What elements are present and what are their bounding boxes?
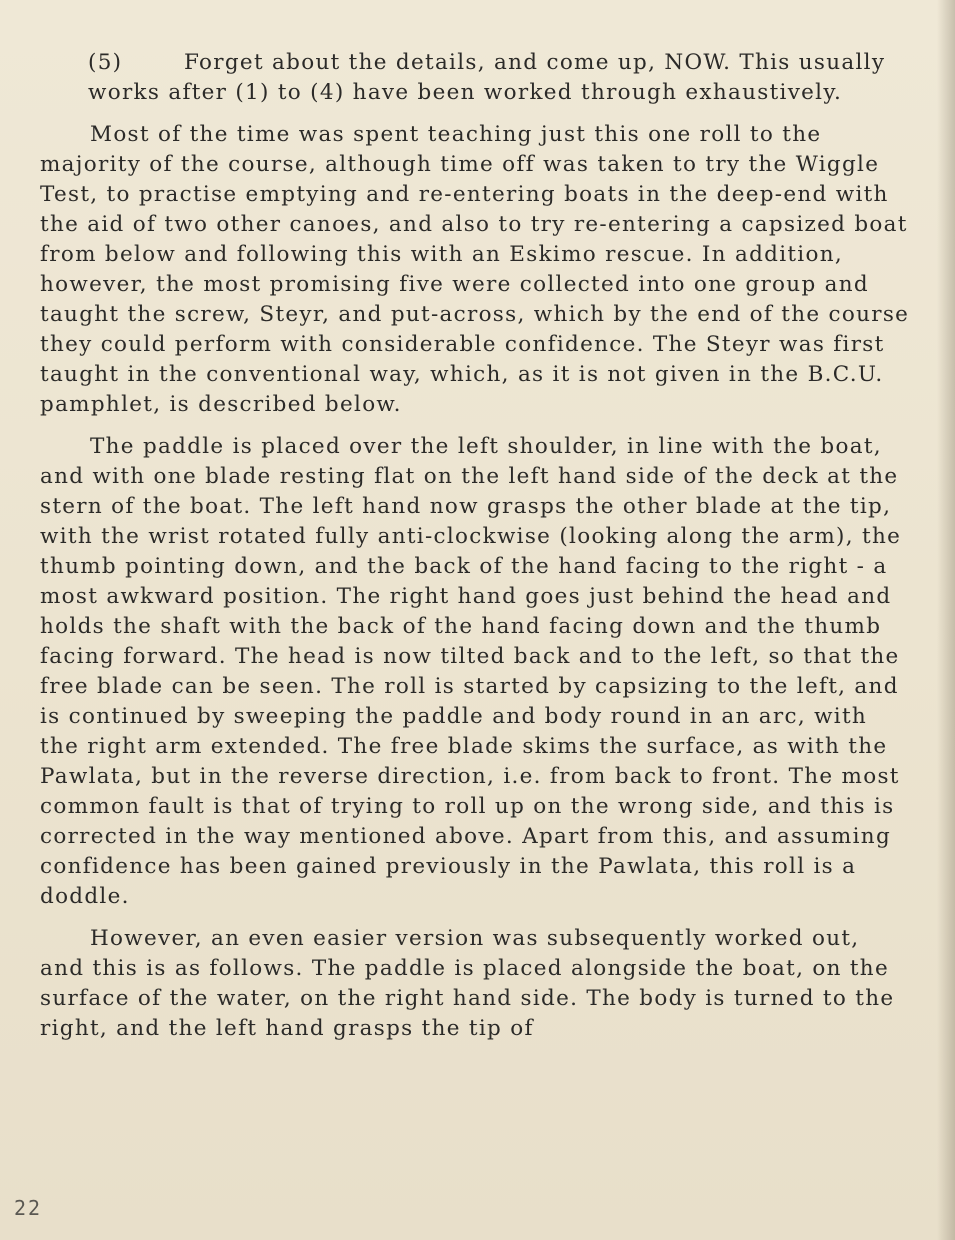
paragraph-training-overview: Most of the time was spent teaching just this one roll to the majority of the course, although time off was taken to try the Wiggle Test, to practise emptying and re-entering boats in the deep-end with the aid of two other canoes, and also to try re-entering a capsized boat from below and following this with an Eskimo rescue. In addition, however, the most promising five were collected into one group and taught the screw, Steyr, and put-across, which by the end of the course they could perform with considerable confidence. The Steyr was first taught in the conventional way, which, as it is not given in the B.C.U. pamphlet, is described below. bbox=[40, 122, 910, 417]
item-text: Forget about the details, and come up, NOW. This usually works after (1) to (4) have been worked through exhaustively. bbox=[88, 50, 886, 105]
paragraph-steyr-conventional: The paddle is placed over the left shoulder, in line with the boat, and with one blade resting flat on the left hand side of the deck at the stern of the boat. The left hand now grasps the other blade at the tip, with the wrist rotated fully anti-clockwise (looking along the arm), the thumb pointing down, and the back of the hand facing to the right - a most awkward position. The right hand goes just behind the head and holds the shaft with the back of the hand facing down and the thumb facing forward. The head is now tilted back and to the left, so that the free blade can be seen. The roll is started by capsizing to the left, and is continued by sweeping the paddle and body round in an arc, with the right arm extended. The free blade skims the surface, as with the Pawlata, but in the reverse direction, i.e. from back to front. The most common fault is that of trying to roll up on the wrong side, and this is corrected in the way mentioned above. Apart from this, and assuming confidence has been gained previously in the Pawlata, this roll is a doddle. bbox=[40, 434, 902, 909]
page-number: 22 bbox=[14, 1196, 43, 1220]
item-number: (5) bbox=[88, 50, 123, 75]
numbered-item-5 bbox=[40, 48, 910, 108]
page-edge-shadow bbox=[937, 0, 955, 1240]
paragraph-easier-version: However, an even easier version was subsequently worked out, and this is as follows. The paddle is placed alongside the boat, on the surface of the water, on the right hand side. The body is turned to the right, and the left hand grasps the tip of bbox=[40, 926, 895, 1041]
document-body bbox=[40, 48, 910, 1056]
